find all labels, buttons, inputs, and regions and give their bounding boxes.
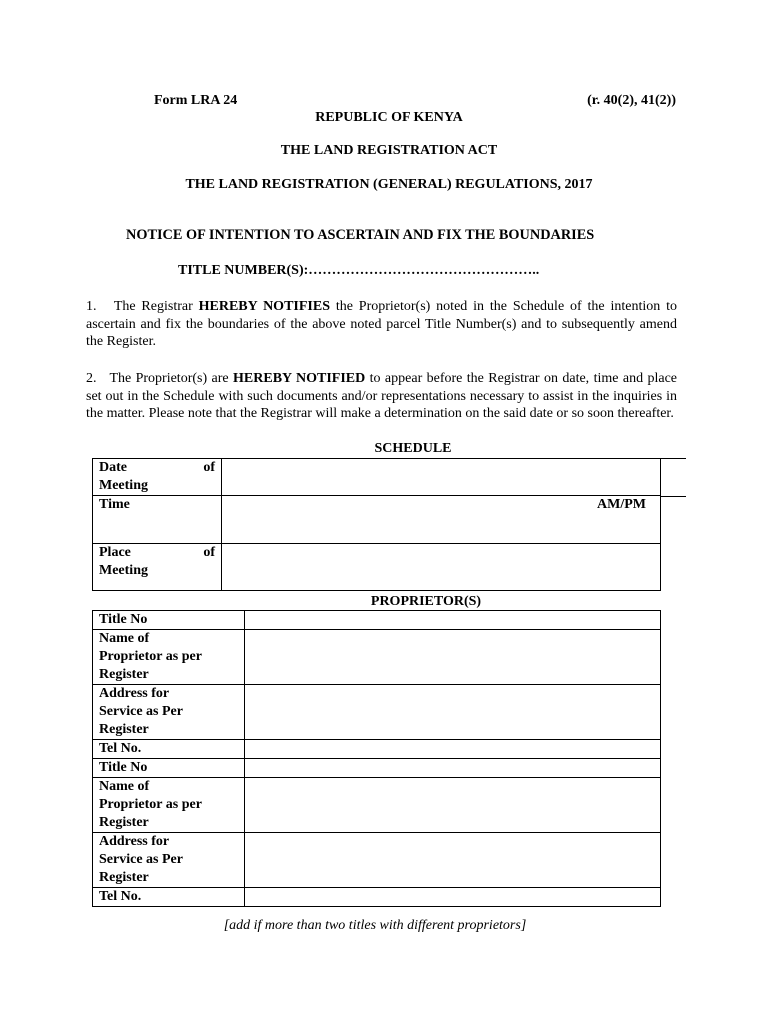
address-field[interactable]	[245, 833, 661, 888]
title-no-label: Title No	[93, 759, 245, 778]
place-value-field[interactable]	[222, 544, 661, 591]
para1-text-before: The Registrar	[113, 299, 199, 314]
tel-field[interactable]	[245, 740, 661, 759]
schedule-table	[92, 458, 661, 591]
address-label-line1: Address for	[99, 834, 170, 849]
tel-label: Tel No.	[93, 740, 245, 759]
schedule-row-time	[93, 496, 661, 544]
name-label	[93, 778, 245, 833]
name-label-line3: Register	[99, 815, 149, 830]
proprietor-1-title-row	[93, 611, 661, 630]
title-no-field[interactable]	[245, 759, 661, 778]
title-number-line: TITLE NUMBER(S):…………………………………………..	[178, 263, 540, 278]
proprietor-2-address-row	[93, 833, 661, 888]
date-row-extension	[661, 458, 686, 497]
para2-emphasis: HEREBY NOTIFIED	[233, 371, 366, 386]
place-label-line1: Place of	[99, 545, 215, 560]
time-label: Time	[93, 496, 222, 544]
address-label-line3: Register	[99, 722, 149, 737]
proprietor-1-name-row	[93, 630, 661, 685]
paragraph-1	[86, 298, 677, 351]
name-label-line1: Name of	[99, 631, 150, 646]
notice-title: NOTICE OF INTENTION TO ASCERTAIN AND FIX THE BOUNDARIES	[126, 227, 595, 243]
name-label-line2: Proprietor as per	[99, 797, 202, 812]
name-label-line3: Register	[99, 667, 149, 682]
date-label-line2: Meeting	[99, 478, 148, 493]
para1-number: 1.	[86, 299, 97, 314]
para1-emphasis: HEREBY NOTIFIES	[198, 299, 330, 314]
regulations-heading: THE LAND REGISTRATION (GENERAL) REGULATIONS, 2017	[185, 177, 593, 192]
proprietor-2-name-row	[93, 778, 661, 833]
place-label	[93, 544, 222, 591]
address-field[interactable]	[245, 685, 661, 740]
paragraph-2	[86, 370, 677, 423]
rule-reference: (r. 40(2), 41(2))	[587, 93, 676, 108]
time-value-field[interactable]	[222, 496, 661, 544]
date-label	[93, 459, 222, 496]
form-id: Form LRA 24	[154, 93, 238, 108]
schedule-heading: SCHEDULE	[374, 441, 452, 456]
proprietor-1-tel-row	[93, 740, 661, 759]
name-label-line1: Name of	[99, 779, 150, 794]
proprietors-heading: PROPRIETOR(S)	[370, 594, 482, 609]
footnote: [add if more than two titles with different proprietors]	[223, 918, 527, 933]
para2-text-before: The Proprietor(s) are	[109, 371, 234, 386]
republic-heading: REPUBLIC OF KENYA	[315, 110, 463, 125]
name-field[interactable]	[245, 630, 661, 685]
act-heading: THE LAND REGISTRATION ACT	[280, 143, 498, 158]
title-no-field[interactable]	[245, 611, 661, 630]
para2-text-after: to appear before the Registrar on date, time and place set out in the Schedule with such documents and/or representations necessary to assist in the inquiries in the matter. Please note that the Registrar will make a determination on the said date or so soon thereafter.	[86, 371, 677, 421]
schedule-row-place	[93, 544, 661, 591]
schedule-row-date	[93, 459, 661, 496]
address-label-line2: Service as Per	[99, 704, 183, 719]
address-label	[93, 833, 245, 888]
title-no-label: Title No	[93, 611, 245, 630]
name-label-line2: Proprietor as per	[99, 649, 202, 664]
date-value-field[interactable]	[222, 459, 661, 496]
para1-text-after: the Proprietor(s) noted in the Schedule of the intention to ascertain and fix the boundaries of the above noted parcel Title Number(s) and to subsequently amend the Register.	[86, 299, 678, 349]
para2-number: 2.	[86, 371, 97, 386]
address-label-line3: Register	[99, 870, 149, 885]
proprietor-2-tel-row	[93, 888, 661, 907]
address-label-line2: Service as Per	[99, 852, 183, 867]
tel-label: Tel No.	[93, 888, 245, 907]
proprietor-2-title-row	[93, 759, 661, 778]
address-label	[93, 685, 245, 740]
place-label-line2: Meeting	[99, 563, 148, 578]
name-label	[93, 630, 245, 685]
date-label-line1: Date of	[99, 460, 215, 475]
proprietor-1-address-row	[93, 685, 661, 740]
address-label-line1: Address for	[99, 686, 170, 701]
proprietor-table	[92, 610, 661, 907]
tel-field[interactable]	[245, 888, 661, 907]
name-field[interactable]	[245, 778, 661, 833]
ampm-label: AM/PM	[597, 497, 646, 512]
